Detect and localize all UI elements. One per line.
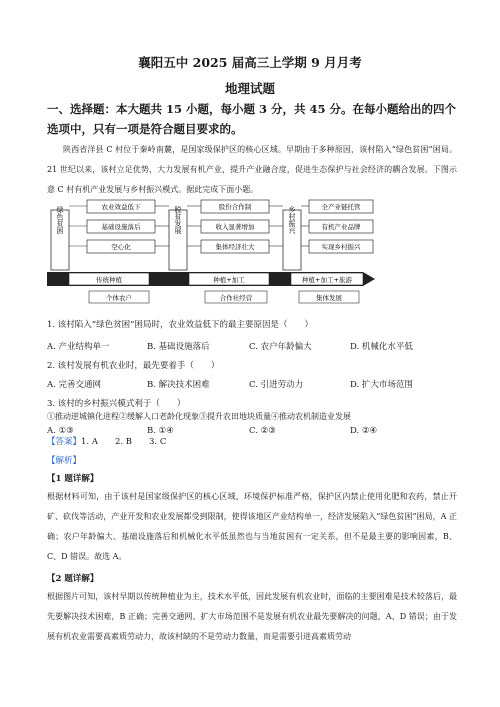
col1-boxes xyxy=(87,200,155,253)
col1-item-3: 空心化 xyxy=(111,243,131,251)
development-arrow xyxy=(47,272,375,286)
section-heading: 一、选择题：本大题共 15 小题，每小题 3 分，共 45 分。在每小题给出的四个选项中，只有一项是符合题目要求的。 xyxy=(47,102,457,136)
subject-title: 地理试题 xyxy=(224,81,275,96)
arrow-label-1: 传统种植 xyxy=(96,276,122,284)
col2-item-1: 股份合作制 xyxy=(218,203,252,211)
answer-tag: 【答案】 xyxy=(47,437,82,447)
answer-text: 1. A 2. B 3. C xyxy=(81,437,167,447)
col2-item-2: 收入显著增加 xyxy=(215,223,255,231)
question-1-stem: 1. 该村陷入“绿色贫困”困局时，农业效益低下的最主要原因是（ ） xyxy=(47,320,314,330)
bottom-label-3: 集体发展 xyxy=(316,294,342,302)
col2-boxes xyxy=(201,200,269,253)
q3-option-b[interactable]: B. ①④ xyxy=(147,426,174,436)
q2-option-a[interactable]: A. 完善交通网 xyxy=(47,380,102,390)
col1-item-1: 农业效益低下 xyxy=(101,203,141,211)
stage-label-3: 乡村振兴 xyxy=(288,206,296,234)
q3-option-a[interactable]: A. ①③ xyxy=(47,426,74,436)
col3-item-1: 全产业链托管 xyxy=(321,203,361,211)
col3-item-2: 有机产业品牌 xyxy=(321,223,361,231)
arrow-label-3: 种植+加工+旅游 xyxy=(302,276,352,284)
col3-boxes xyxy=(309,200,373,253)
question-3-stem: 3. 该村的乡村振兴模式利于（ ） xyxy=(47,399,186,409)
question-3-statements: ①推动逆城镇化进程②缓解人口老龄化现象③提升农田地块质量④推动农机制造业发展 xyxy=(47,412,351,421)
stage-label-1: 绿色贫困 xyxy=(56,206,64,234)
q3-option-d[interactable]: D. ②④ xyxy=(350,426,378,436)
answer-line xyxy=(47,435,166,447)
q2-option-d[interactable]: D. 扩大市场范围 xyxy=(350,380,413,390)
exam-title: 襄阳五中 2025 届高三上学期 9 月月考 xyxy=(138,55,362,70)
detail-1-tag: 【1 题详解】 xyxy=(47,474,99,484)
q1-option-c[interactable]: C. 农户年龄偏大 xyxy=(249,342,312,352)
col1-item-2: 基础设施落后 xyxy=(101,223,141,231)
analysis-tag: 【解析】 xyxy=(47,456,82,466)
q1-option-a[interactable]: A. 产业结构单一 xyxy=(47,342,110,352)
arrow-label-2: 种植+加工 xyxy=(213,276,245,284)
rural-revitalization-diagram xyxy=(47,198,377,310)
q1-option-d[interactable]: D. 机械化水平低 xyxy=(350,342,413,352)
stage-label-2: 脱贫发展 xyxy=(174,206,182,234)
question-2-stem: 2. 该村发展有机农业时，最先要着手（ ） xyxy=(47,361,220,371)
col3-item-3: 实现乡村振兴 xyxy=(321,243,361,251)
bottom-label-2: 合作社经营 xyxy=(219,294,253,302)
detail-1-text: 根据材料可知，由于该村是国家级保护区的核心区域，环境保护标准严格，保护区内禁止使用化肥和农药，禁止开矿、砍伐等活动，产业开发和农业发展都受到限制，使得该地区产业结构单一，经济发展陷入“绿色贫困”困局，A 正确；农户年龄偏大、基础设施落后和机械化水平低虽然也与当地贫困有一定关系，但不是最主要的影响因素，B、C、D 错误。故选 A。 xyxy=(47,492,457,561)
q3-option-c[interactable]: C. ②③ xyxy=(249,426,276,436)
material-paragraph: 陕西省洋县 C 村位于秦岭南麓，是国家级保护区的核心区域。早期由于多种原因，该村陷入“绿色贫困”困局。21 世纪以来，该村立足优势，大力发展有机产业，提升产业融合度，促进生态保护与社会经济的耦合发展。下图示意 C 村有机产业发展与乡村振兴模式。据此完成下面小题。 xyxy=(47,145,457,194)
detail-2-text: 根据图片可知，该村早期以传统种植业为主，技术水平低，因此发展有机农业时，面临的主要困难是技术较落后，最先要解决技术困难，B 正确；完善交通网、扩大市场范围不是发展有机农业最先要解决的问题，A、D 错误；由于发展有机农业需要高素质劳动力，故该村缺的不是劳动力数量，而是需要引进高素质劳动 xyxy=(47,592,457,641)
bottom-label-1: 个体农户 xyxy=(106,294,132,302)
col2-item-3: 集体经济壮大 xyxy=(215,243,255,251)
q1-option-b[interactable]: B. 基础设施落后 xyxy=(147,342,210,352)
q2-option-b[interactable]: B. 解决技术困难 xyxy=(147,380,210,390)
q2-option-c[interactable]: C. 引进劳动力 xyxy=(249,380,304,390)
bottom-labels xyxy=(89,291,359,303)
detail-2-tag: 【2 题详解】 xyxy=(47,574,99,584)
